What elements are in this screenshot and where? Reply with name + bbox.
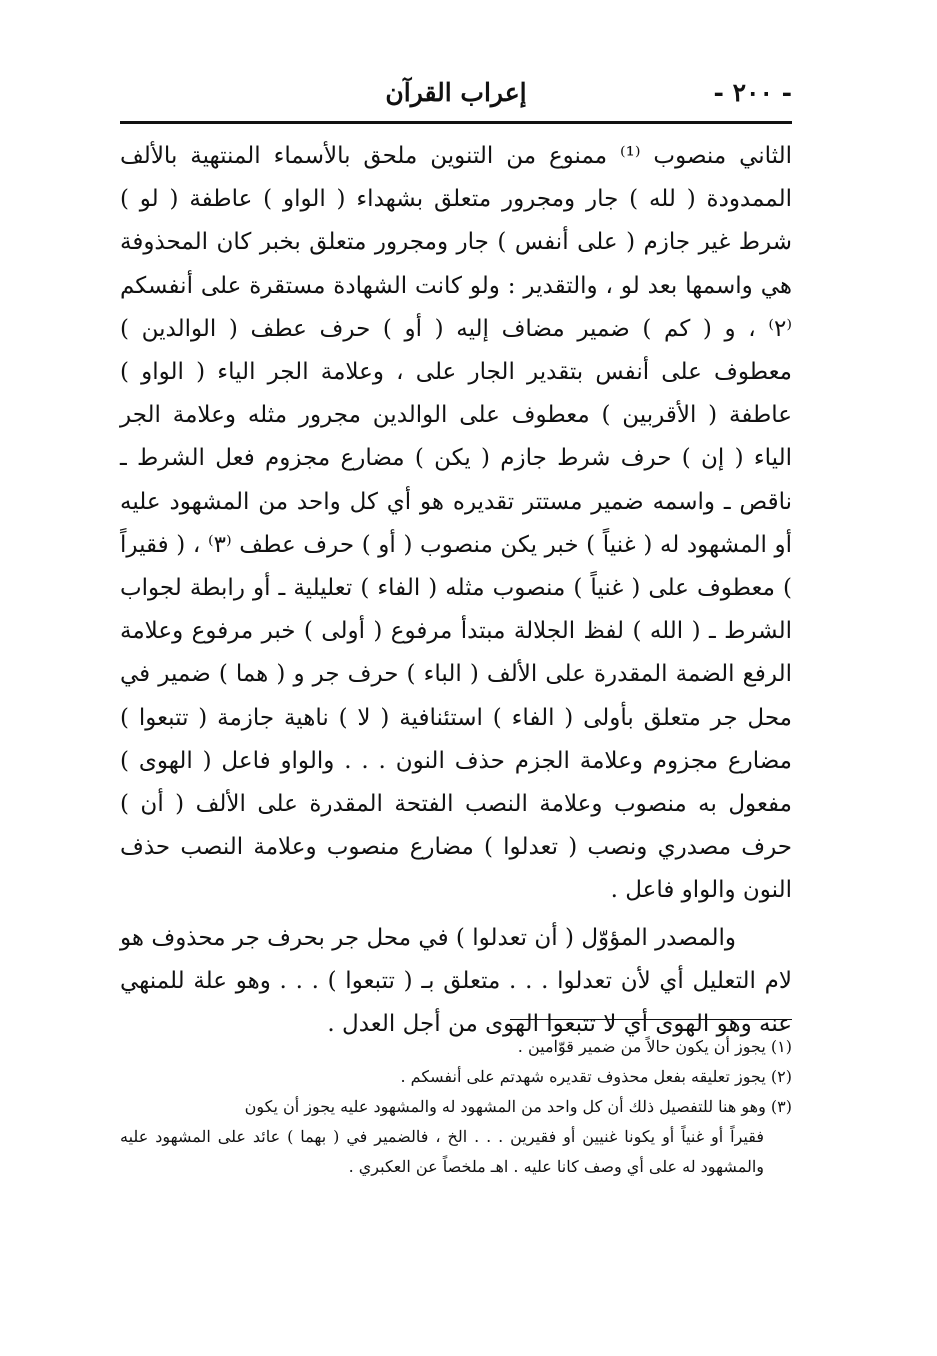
page-header <box>120 74 792 118</box>
paragraph-1: الثاني منصوب ⁽¹⁾ ممنوع من التنوين ملحق بالأسماء المنتهية بالألف الممدودة ( لله ) جار ومجرور متعلق بشهداء ( الواو ) عاطفة ( لو ) شرط غير جازم ( على أنفس ) جار ومجرور متعلق بخبر كان المحذوفة هي واسمها بعد لو ، والتقدير : ولو كانت الشهادة مستقرة على أنفسكم ⁽٢⁾ ، و ( كم ) ضمير مضاف إليه ( أو ) حرف عطف ( الوالدين ) معطوف على أنفس بتقدير الجار على ، وعلامة الجر الياء ( الواو ) عاطفة ( الأقربين ) معطوف على الوالدين مجرور مثله وعلامة الجر الياء ( إن ) حرف شرط جازم ( يكن ) مضارع مجزوم فعل الشرط ـ ناقص ـ واسمه ضمير مستتر تقديره هو أي كل واحد من المشهود عليه أو المشهود له ( غنياً ) خبر يكن منصوب ( أو ) حرف عطف ⁽٣⁾ ، ( فقيراً ) معطوف على ( غنياً ) منصوب مثله ( الفاء ) تعليلية ـ أو رابطة لجواب الشرط ـ ( الله ) لفظ الجلالة مبتدأ مرفوع ( أولى ) خبر مرفوع وعلامة الرفع الضمة المقدرة على الألف ( الباء ) حرف جر و ( هما ) ضمير في محل جر متعلق بأولى ( الفاء ) استئنافية ( لا ) ناهية جازمة ( تتبعوا ) مضارع مجزوم وعلامة الجزم حذف النون . . . والواو فاعل ( الهوى ) مفعول به منصوب وعلامة النصب الفتحة المقدرة على الألف ( أن ) حرف مصدري ونصب ( تعدلوا ) مضارع منصوب وعلامة النصب حذف النون والواو فاعل . <box>120 143 792 904</box>
header-divider <box>120 121 792 124</box>
page-number: - ٢٠٠ - <box>713 78 792 107</box>
footnote-divider <box>510 1019 792 1020</box>
footnote-2: (٢) يجوز تعليقه بفعل محذوف تقديره شهدتم على أنفسكم . <box>400 1067 792 1086</box>
footnotes <box>120 1032 792 1182</box>
footnote-3: (٣) وهو هنا للتفصيل ذلك أن كل واحد من المشهود له والمشهود عليه يجوز أن يكون <box>244 1097 792 1116</box>
footnote-3-continuation: فقيراً أو غنياً أو يكونا غنيين أو فقيرين . . . الخ ، فالضمير في ( بهما ) عائد على المشهود عليه والمشهود له على أي وصف كانا عليه . اهـ ملخصاً عن العكبري . <box>120 1127 764 1176</box>
footnote-1: (١) يجوز أن يكون حالاً من ضمير قوّامين . <box>517 1037 792 1056</box>
main-text <box>120 135 792 1046</box>
book-title: إعراب القرآن <box>385 78 527 107</box>
paragraph-2: والمصدر المؤوّل ( أن تعدلوا ) في محل جر بحرف جر محذوف هو لام التعليل أي لأن تعدلوا . . . متعلق بـ ( تتبعوا ) . . . وهو علة للمنهي عنه وهو الهوى أي لا تتبعوا الهوى من أجل العدل . <box>120 924 792 1038</box>
